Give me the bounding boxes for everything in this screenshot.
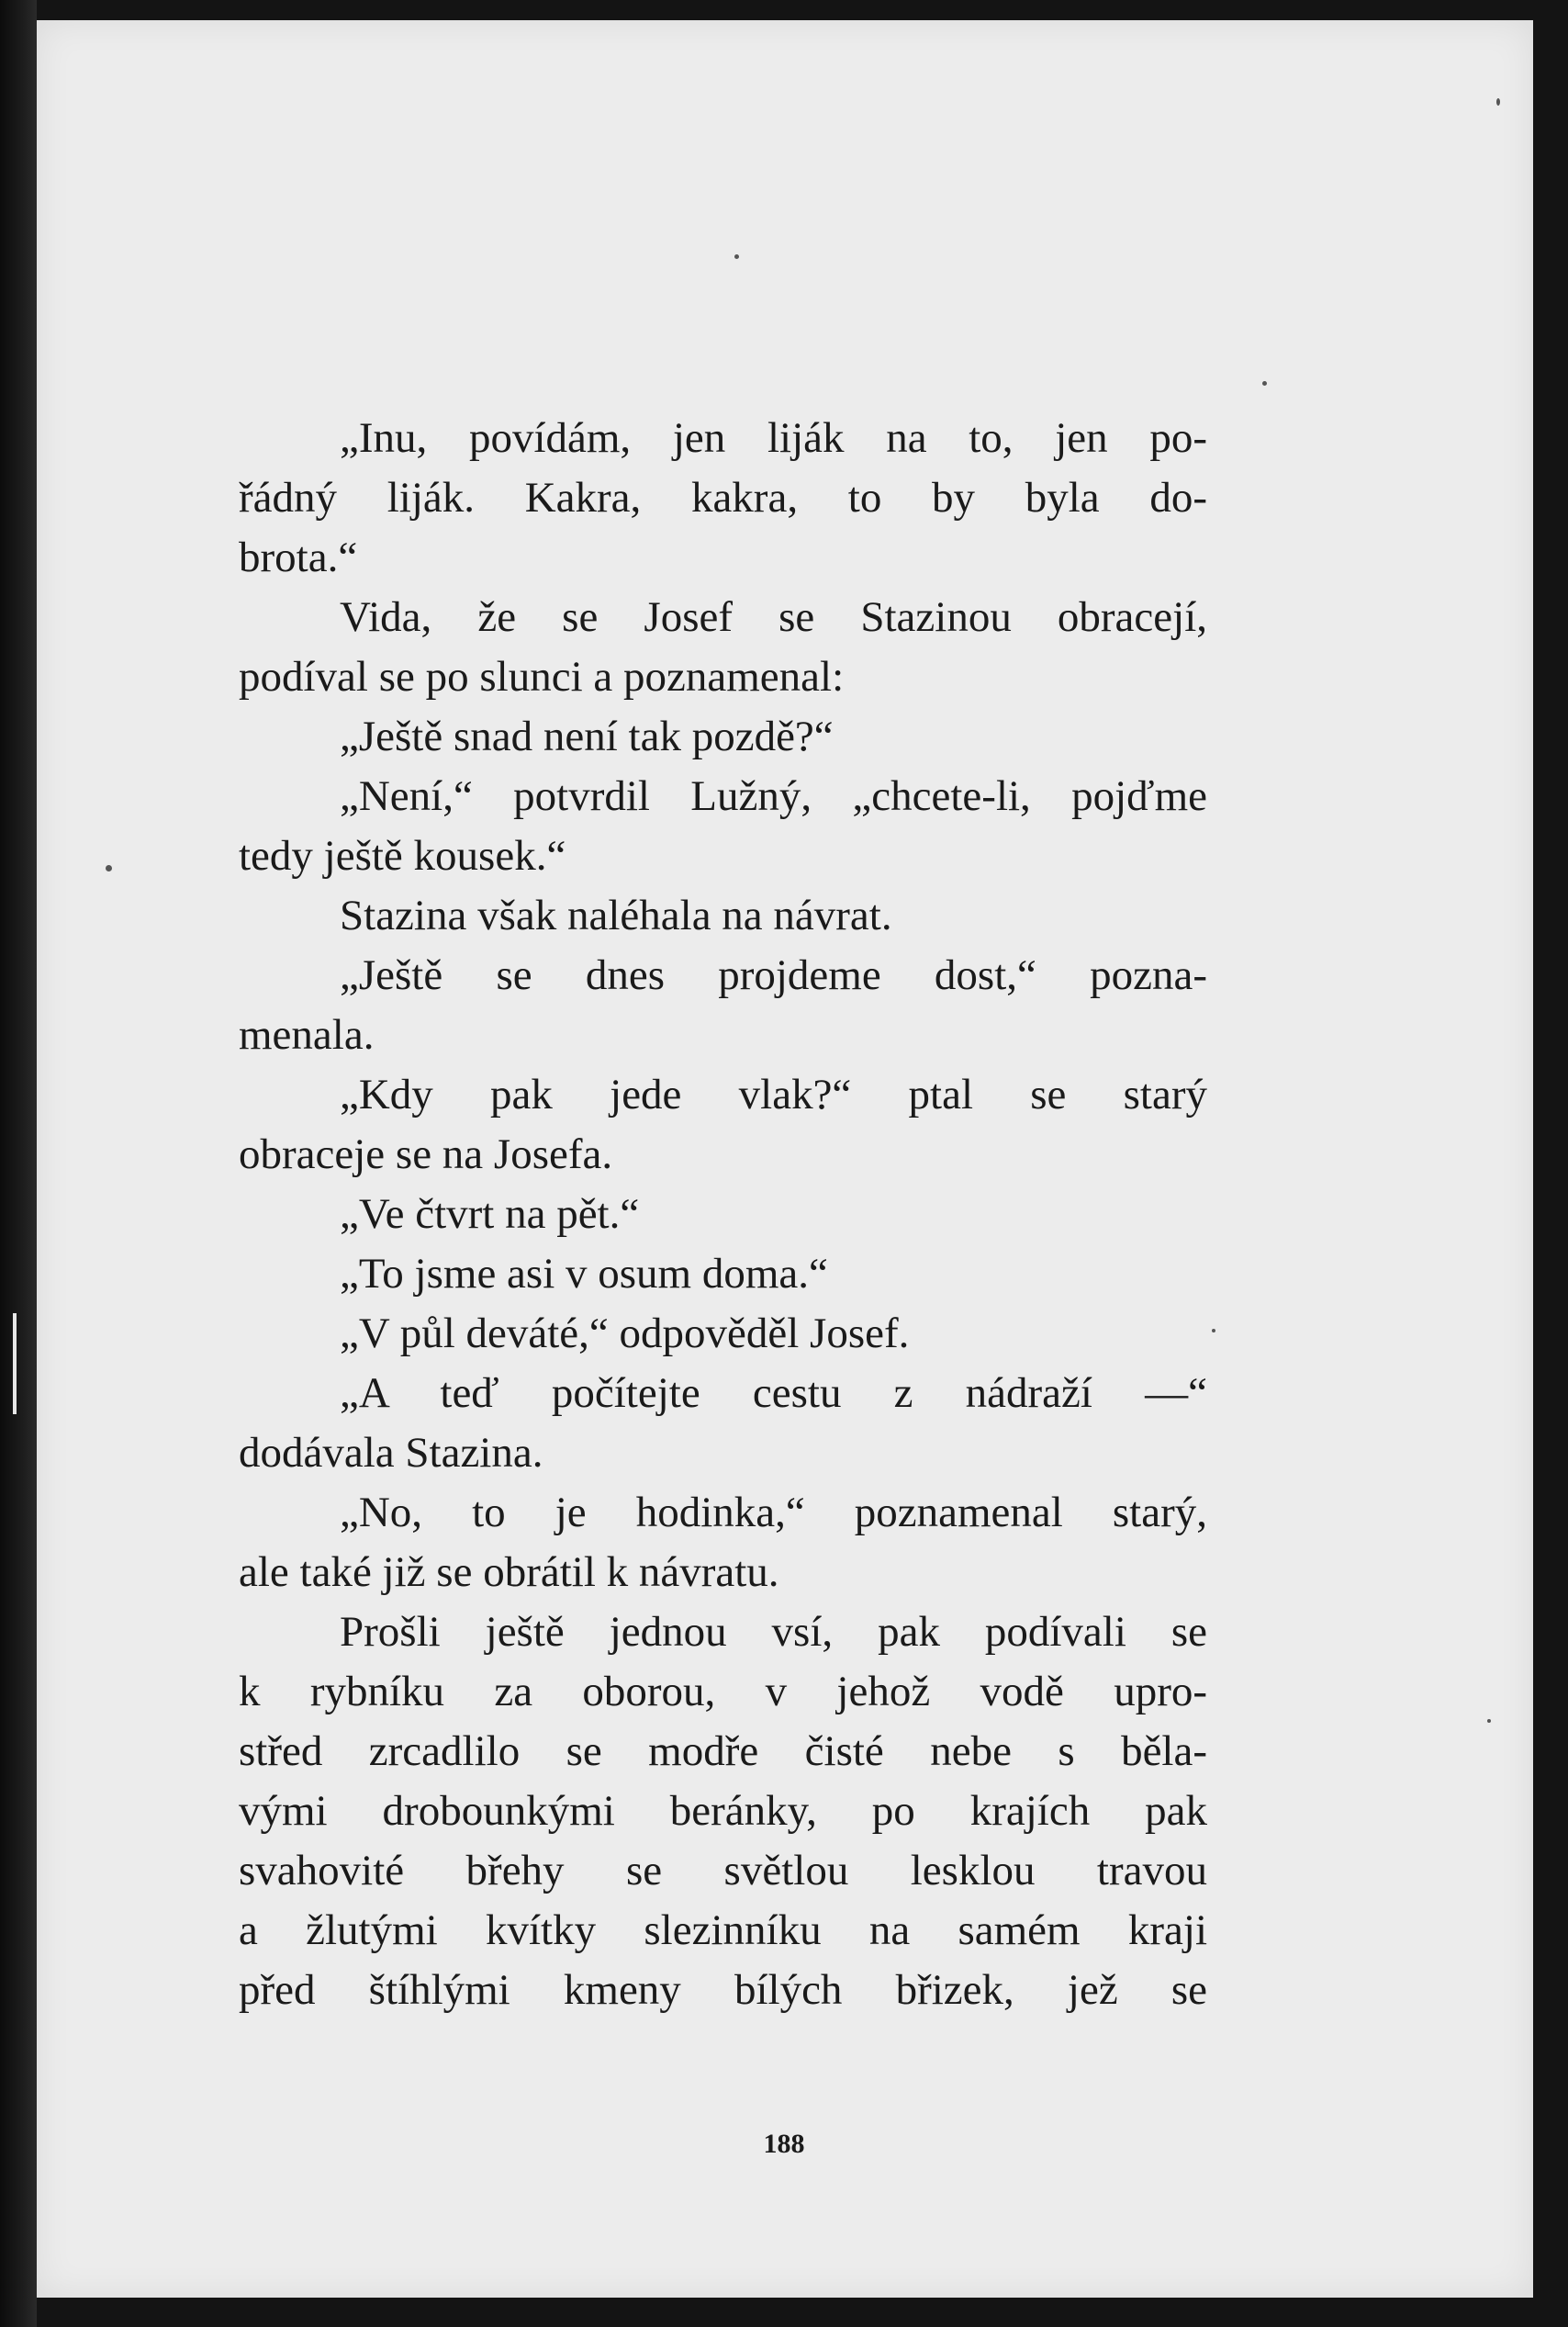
text-line: a žlutými kvítky slezinníku na samém kraji <box>239 1906 1207 1954</box>
text-line: střed zrcadlilo se modře čisté nebe s běla- <box>239 1727 1207 1775</box>
text-line: „A teď počítejte cestu z nádraží —“ <box>340 1369 1207 1417</box>
text-line: k rybníku za oborou, v jehož vodě upro- <box>239 1668 1207 1715</box>
text-line: „Kdy pak jede vlak?“ ptal se starý <box>340 1071 1207 1119</box>
text-line: „No, to je hodinka,“ poznamenal starý, <box>340 1489 1207 1536</box>
text-line: „Ještě snad není tak pozdě?“ <box>340 713 834 760</box>
page-number: 188 <box>763 2129 805 2159</box>
text-line: obraceje se na Josefa. <box>239 1130 613 1178</box>
speck <box>1487 1719 1491 1723</box>
text-line: ale také již se obrátil k návratu. <box>239 1548 779 1596</box>
text-line: „Není,“ potvrdil Lužný, „chcete-li, pojďme <box>340 772 1207 820</box>
text-line: dodávala Stazina. <box>239 1429 543 1477</box>
text-line: menala. <box>239 1011 375 1059</box>
text-line: „Ještě se dnes projdeme dost,“ pozna- <box>340 951 1207 999</box>
text-line: „Ve čtvrt na pět.“ <box>340 1190 640 1238</box>
text-line: brota.“ <box>239 534 358 581</box>
text-line: „Inu, povídám, jen liják na to, jen po- <box>340 414 1207 462</box>
text-line: „To jsme asi v osum doma.“ <box>340 1250 828 1298</box>
text-line: vými drobounkými beránky, po krajích pak <box>239 1787 1207 1835</box>
speck <box>1262 381 1267 386</box>
speck <box>734 254 739 259</box>
text-line: Vida, že se Josef se Stazinou obracejí, <box>340 593 1207 641</box>
scan-left-edge <box>0 0 37 2327</box>
text-line: podíval se po slunci a poznamenal: <box>239 653 845 701</box>
text-line: tedy ještě kousek.“ <box>239 832 566 880</box>
speck <box>106 865 112 871</box>
text-line: Prošli ještě jednou vsí, pak podívali se <box>340 1608 1207 1656</box>
speck <box>1496 98 1500 106</box>
text-line: Stazina však naléhala na návrat. <box>340 892 892 939</box>
text-line: před štíhlými kmeny bílých břizek, jež se <box>239 1966 1207 2014</box>
text-line: řádný liják. Kakra, kakra, to by byla do- <box>239 474 1207 522</box>
body-text <box>239 409 1207 2020</box>
speck <box>1212 1329 1215 1332</box>
text-line: „V půl deváté,“ odpověděl Josef. <box>340 1310 910 1357</box>
text-line: svahovité břehy se světlou lesklou travou <box>239 1847 1207 1894</box>
edge-mark <box>13 1313 17 1414</box>
